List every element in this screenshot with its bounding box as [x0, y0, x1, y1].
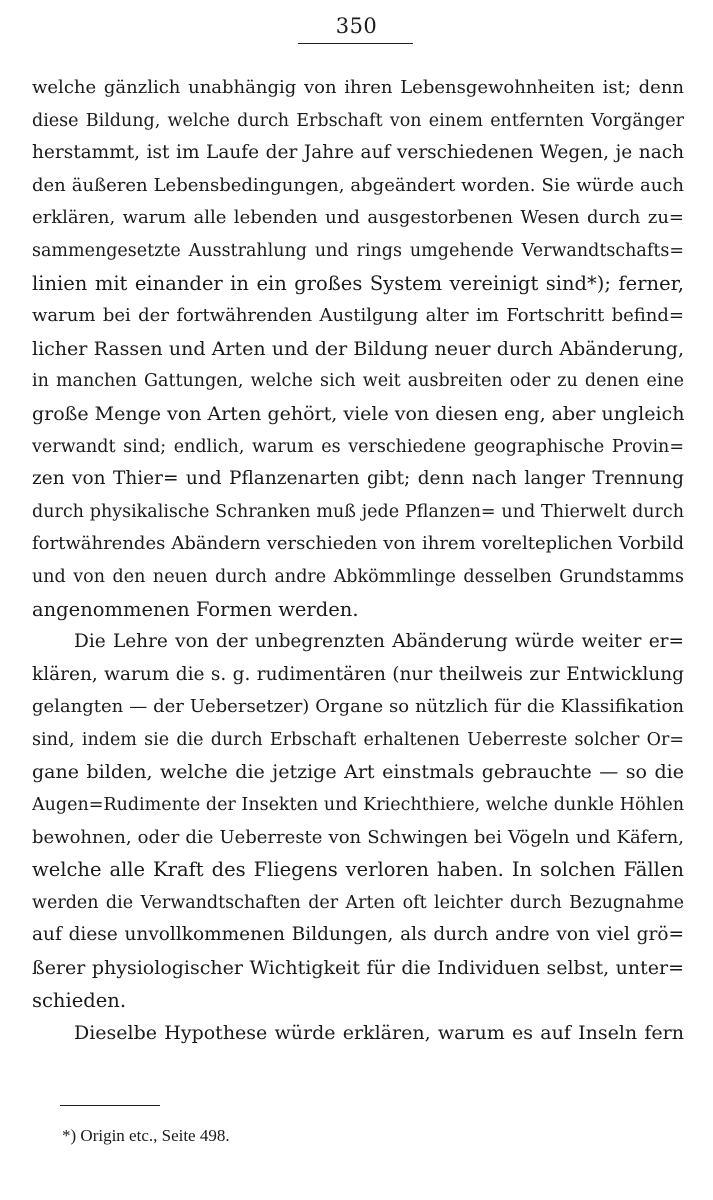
text-line: welche alle Kraft des Fliegens verloren haben. In solchen Fällen — [32, 858, 684, 882]
text-line: gane bilden, welche die jetzige Art einstmals gebrauchte — so die — [32, 761, 684, 784]
text-line: welche gänzlich unabhängig von ihren Lebensgewohnheiten ist; denn — [32, 77, 684, 98]
text-line: angenommenen Formen werden. — [32, 597, 359, 621]
text-line: klären, warum die s. g. rudimentären (nur theilweis zur Entwicklung — [32, 663, 684, 685]
text-line: durch physikalische Schranken muß jede Pflanzen= und Thierwelt durch — [32, 501, 684, 522]
text-line: fortwährendes Abändern verschieden von ihrem voreltерlichen Vorbild — [32, 533, 684, 555]
text-line: Die Lehre von der unbegrenzten Abänderung würde weiter er= — [74, 631, 684, 653]
footnote-rule — [60, 1105, 160, 1106]
text-line: Dieselbe Hypothese würde erklären, warum es auf Inseln fern — [74, 1022, 684, 1045]
text-line: und von den neuen durch andre Abkömmlinge desselben Grundstamms — [32, 566, 684, 587]
text-line: den äußeren Lebensbedingungen, abgeändert worden. Sie würde auch — [32, 174, 684, 196]
text-line: in manchen Gattungen, welche sich weit ausbreiten oder zu denen eine — [32, 371, 684, 392]
text-line: auf diese unvollkommenen Bildungen, als durch andre von viel grö= — [32, 924, 684, 946]
text-line: erklären, warum alle lebenden und ausgestorbenen Wesen durch zu= — [32, 207, 684, 229]
footnote: *) Origin etc., Seite 498. — [62, 1126, 230, 1145]
text-line: werden die Verwandtschaften der Arten oft leichter durch Bezugnahme — [32, 892, 684, 913]
text-line: diese Bildung, welche durch Erbschaft von einem entfernten Vorgänger — [32, 110, 684, 131]
text-line: gelangten — der Uebersetzer) Organe so nützlich für die Klassifikation — [32, 696, 684, 718]
text-line: sammengesetzte Ausstrahlung und rings umgehende Verwandtschafts= — [32, 240, 684, 261]
text-line: warum bei der fortwährenden Austilgung alter im Fortschritt befind= — [32, 305, 684, 327]
text-line: sind, indem sie die durch Erbschaft erhaltenen Ueberreste solcher Or= — [32, 729, 684, 750]
text-line: schieden. — [32, 988, 127, 1012]
body-text — [32, 72, 684, 1050]
text-line: große Menge von Arten gehört, viele von diesen eng, aber ungleich — [32, 402, 684, 425]
header-rule — [298, 43, 413, 44]
text-line: bewohnen, oder die Ueberreste von Schwingen bei Vögeln und Käfern, — [32, 826, 684, 848]
text-line: verwandt sind; endlich, warum es verschiedene geographische Provin= — [32, 436, 684, 457]
text-line: Augen=Rudimente der Insekten und Kriechthiere, welche dunkle Höhlen — [32, 795, 684, 816]
text-line: herstammt, ist im Laufe der Jahre auf verschiedenen Wegen, je nach — [32, 142, 684, 164]
text-line: linien mit einander in ein großes System vereinigt sind*); ferner, — [32, 271, 684, 295]
text-line: licher Rassen und Arten und der Bildung neuer durch Abänderung, — [32, 337, 684, 360]
text-line: zen von Thier= und Pflanzenarten gibt; denn nach langer Trennung — [32, 468, 684, 490]
page-number: 350 — [335, 14, 378, 38]
text-line: ßerer physiologischer Wichtigkeit für die Individuen selbst, unter= — [32, 957, 684, 980]
